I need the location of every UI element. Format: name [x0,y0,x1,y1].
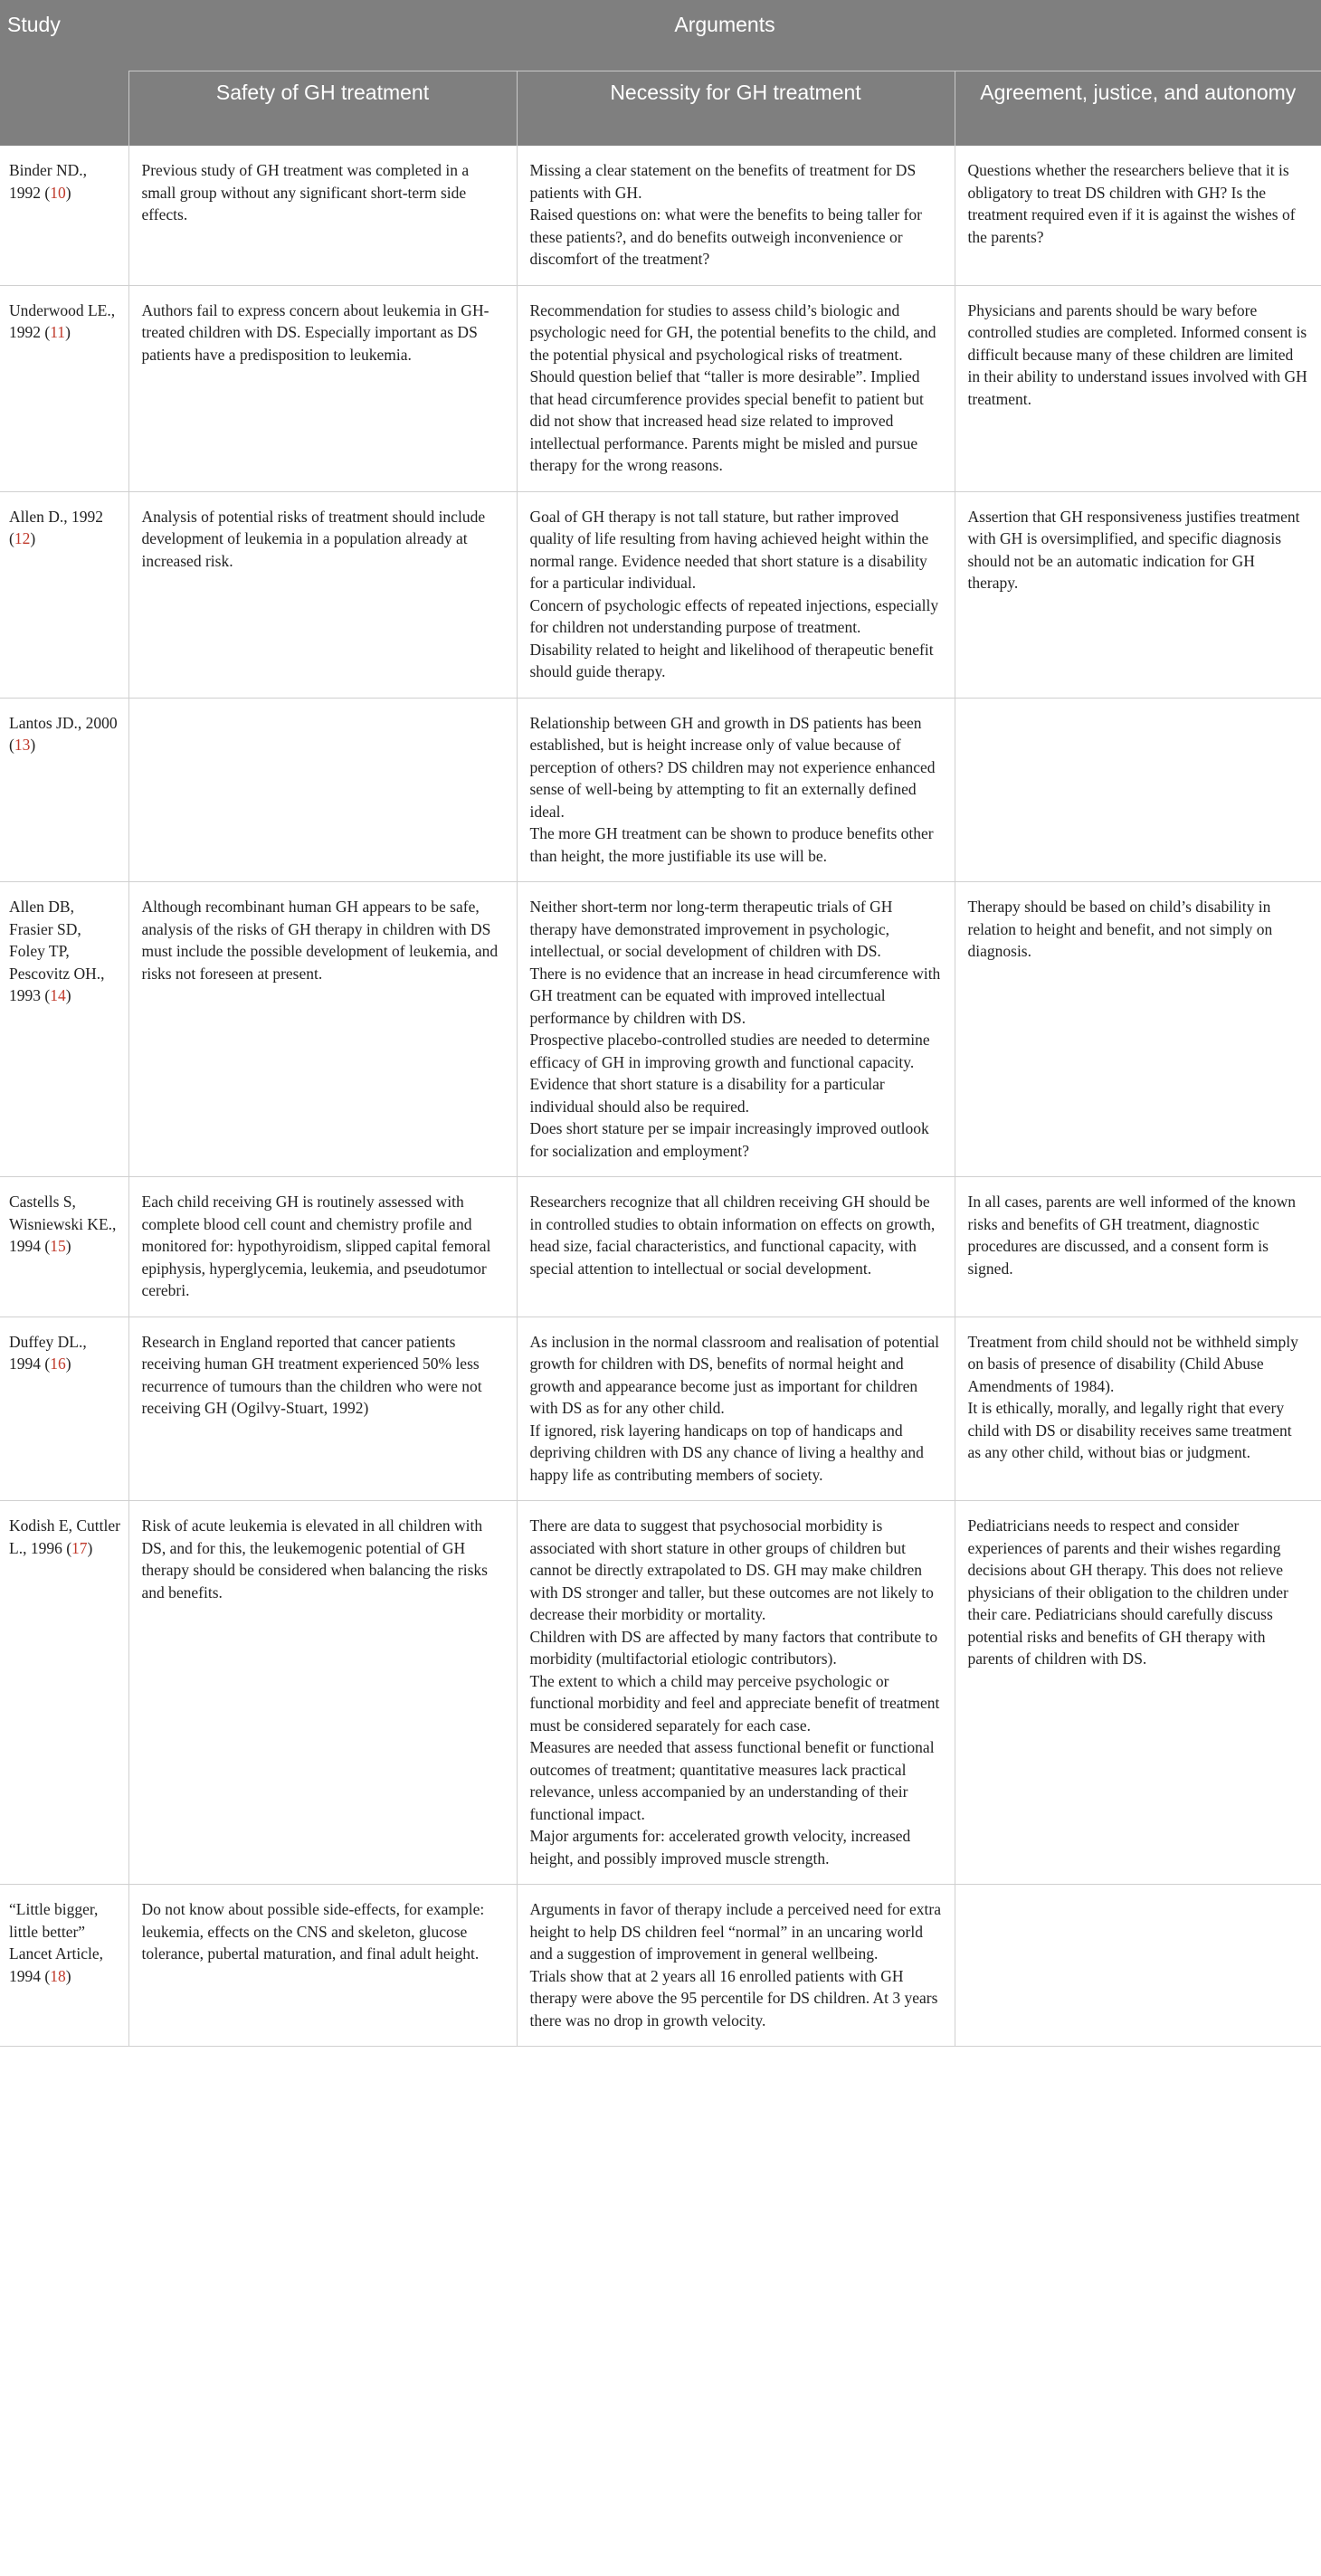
necessity-paragraph: There are data to suggest that psychosocial morbidity is associated with short stature in other groups of children but cannot be directly extrapolated to DS. GH may make children with DS stronger and taller, but these outcomes are not likely to decrease their morbidity or mortality. [529,1516,934,1623]
necessity-paragraph: The more GH treatment can be shown to produce benefits other than height, the more justifiable its use will be. [529,824,934,865]
necessity-paragraph: Arguments in favor of therapy include a perceived need for extra height to help DS children feel “normal” in an uncaring world and a suggestion of improvement in general wellbeing. [529,1900,941,1963]
necessity-paragraph: Should question belief that “taller is more desirable”. Implied that head circumference provides special benefit to patient but did not show that increased head size related to improved intellectual performance. Parents might be misled and pursue therapy for the wrong reasons. [529,367,924,474]
study-citation-tail: ) [30,736,36,754]
study-citation-tail: ) [65,986,71,1004]
study-citation-tail: ) [65,323,71,341]
study-cell [0,285,128,491]
necessity-cell [517,146,955,285]
necessity-paragraph: Missing a clear statement on the benefits of treatment for DS patients with GH. [529,161,917,202]
study-citation: Lantos JD., 2000 ( [9,713,118,754]
necessity-column-header: Necessity for GH treatment [517,71,955,147]
reference-link[interactable]: 14 [50,986,66,1004]
necessity-cell [517,882,955,1177]
study-column-header: Study [0,0,128,146]
necessity-cell [517,491,955,698]
table-row [0,1501,1321,1885]
safety-cell [128,491,517,698]
necessity-paragraph: Children with DS are affected by many factors that contribute to morbidity (multifactorial etiologic contributors). [529,1627,938,1668]
reference-link[interactable]: 15 [50,1237,66,1255]
study-citation-tail: ) [65,183,71,202]
agreement-cell [955,491,1321,698]
reference-link[interactable]: 16 [50,1355,66,1373]
study-citation-tail: ) [65,1355,71,1373]
safety-column-header: Safety of GH treatment [128,71,517,147]
safety-paragraph: Each child receiving GH is routinely assessed with complete blood cell count and chemistry profile and monitored for: hypothyroidism, slipped capital femoral epiphysis, hyperglycemia, leukemia, and pseudotumor cerebri. [141,1193,491,1299]
safety-cell [128,698,517,882]
necessity-paragraph: Relationship between GH and growth in DS patients has been established, but is height increase only of value because of perception of others? DS children may not experience enhanced sense of well-being by attempting to fit an externally defined ideal. [529,713,936,821]
table-row [0,882,1321,1177]
safety-cell [128,1885,517,2047]
necessity-paragraph: Evidence that short stature is a disability for a particular individual should also be required. [529,1075,885,1116]
agreement-column-header: Agreement, justice, and autonomy [955,71,1321,147]
arguments-column-header: Arguments [128,0,1321,71]
necessity-paragraph: As inclusion in the normal classroom and realisation of potential growth for children with DS, benefits of normal height and growth and appearance become just as important for children with DS as for any other child. [529,1332,939,1417]
study-citation: Allen DB, Frasier SD, Foley TP, Pescovitz OH., 1993 ( [9,898,105,1004]
study-citation: Kodish E, Cuttler L., 1996 ( [9,1516,120,1557]
agreement-paragraph: Questions whether the researchers believe that it is obligatory to treat DS children with GH? Is the treatment required even if it is against the wishes of the parents? [967,161,1296,246]
study-citation: Binder ND., 1992 ( [9,161,88,202]
safety-paragraph: Analysis of potential risks of treatment should include development of leukemia in a population already at increased risk. [141,507,486,570]
agreement-cell [955,146,1321,285]
study-cell [0,146,128,285]
agreement-cell [955,698,1321,882]
necessity-paragraph: The extent to which a child may perceive psychologic or functional morbidity and feel and appreciate benefit of treatment must be considered separately for each case. [529,1671,940,1735]
agreement-paragraph: Treatment from child should not be withheld simply on basis of presence of disability (Child Abuse Amendments of 1984). [967,1332,1298,1395]
agreement-paragraph: It is ethically, morally, and legally right that every child with DS or disability receives same treatment as any other child, without bias or judgment. [967,1399,1292,1461]
study-cell [0,1885,128,2047]
safety-paragraph: Risk of acute leukemia is elevated in all children with DS, and for this, the leukemogenic potential of GH therapy should be considered when balancing the risks and benefits. [141,1516,488,1602]
reference-link[interactable]: 10 [50,183,66,202]
reference-link[interactable]: 13 [14,736,31,754]
necessity-paragraph: Neither short-term nor long-term therapeutic trials of GH therapy have demonstrated improvement in psychologic, intellectual, or social development of children with DS. [529,898,893,960]
necessity-paragraph: Major arguments for: accelerated growth velocity, increased height, and possibly improved muscle strength. [529,1827,911,1868]
study-citation: Underwood LE., 1992 ( [9,300,116,341]
reference-link[interactable]: 18 [50,1966,66,1985]
safety-paragraph: Research in England reported that cancer patients receiving human GH treatment experienced 50% less recurrence of tumours than the children who were not receiving GH (Ogilvy-Stuart, 1992) [141,1332,482,1417]
necessity-cell [517,698,955,882]
necessity-paragraph: Concern of psychologic effects of repeated injections, especially for children not understanding purpose of treatment. [529,595,939,636]
safety-paragraph: Do not know about possible side-effects, for example: leukemia, effects on the CNS and skeleton, glucose tolerance, pubertal maturation, and final adult height. [141,1900,485,1963]
table-body [0,146,1321,2047]
agreement-paragraph: Therapy should be based on child’s disability in relation to height and benefit, and not simply on diagnosis. [967,898,1273,960]
necessity-paragraph: Researchers recognize that all children receiving GH should be in controlled studies to obtain information on effects on growth, head size, facial characteristics, and functional capacity, with special attention to intellectual or social development. [529,1193,936,1278]
reference-link[interactable]: 11 [50,323,66,341]
table-row [0,146,1321,285]
agreement-paragraph: Pediatricians needs to respect and consider experiences of parents and their wishes regarding decisions about GH therapy. This does not relieve physicians of their obligation to the children under their care. Pediatricians should carefully discuss potential risks and benefits of GH therapy with parents of children with DS. [967,1516,1288,1668]
safety-paragraph: Previous study of GH treatment was completed in a small group without any significant short-term side effects. [141,161,470,223]
agreement-cell [955,1885,1321,2047]
study-cell [0,491,128,698]
agreement-paragraph: Assertion that GH responsiveness justifies treatment with GH is oversimplified, and specific diagnosis should not be an automatic indication for GH therapy. [967,507,1300,592]
study-citation-tail: ) [30,529,36,547]
table-row [0,698,1321,882]
safety-cell [128,1317,517,1501]
study-cell [0,1501,128,1885]
table-row [0,285,1321,491]
agreement-cell [955,1501,1321,1885]
study-citation-tail: ) [65,1237,71,1255]
necessity-paragraph: Raised questions on: what were the benefits to being taller for these patients?, and do benefits outweigh inconvenience or discomfort of the treatment? [529,205,922,268]
necessity-paragraph: There is no evidence that an increase in head circumference with GH treatment can be equated with improved intellectual performance by children with DS. [529,964,941,1027]
safety-cell [128,285,517,491]
agreement-cell [955,1317,1321,1501]
study-citation-tail: ) [65,1966,71,1985]
necessity-cell [517,1177,955,1317]
reference-link[interactable]: 12 [14,529,31,547]
necessity-cell [517,1885,955,2047]
study-citation: Duffey DL., 1994 ( [9,1332,87,1373]
necessity-cell [517,285,955,491]
agreement-paragraph: Physicians and parents should be wary before controlled studies are completed. Informed consent is difficult because many of these children are limited in their ability to understand issues involved with GH treatment. [967,300,1307,408]
necessity-paragraph: Disability related to height and likelihood of therapeutic benefit should guide therapy. [529,640,934,680]
safety-paragraph: Although recombinant human GH appears to be safe, analysis of the risks of GH therapy in children with DS must include the possible development of leukemia, and risks not foreseen at present. [141,898,499,983]
table-header [0,0,1321,146]
necessity-paragraph: Goal of GH therapy is not tall stature, but rather improved quality of life resulting from having achieved height within the normal range. Evidence needed that short stature is a disability for a particular individual. [529,507,929,592]
necessity-paragraph: Does short stature per se impair increasingly improved outlook for socialization and employment? [529,1119,929,1160]
safety-cell [128,1501,517,1885]
study-cell [0,698,128,882]
necessity-paragraph: Trials show that at 2 years all 16 enrolled patients with GH therapy were above the 95 percentile for DS children. At 3 years there was no drop in growth velocity. [529,1966,938,2029]
table-row [0,1317,1321,1501]
study-citation: Allen D., 1992 ( [9,507,104,547]
necessity-paragraph: Measures are needed that assess functional benefit or functional outcomes of treatment; quantitative measures lack practical relevance, unless accompanied by an understanding of their functional impact. [529,1738,935,1823]
safety-cell [128,146,517,285]
study-cell [0,1317,128,1501]
safety-paragraph: Authors fail to express concern about leukemia in GH-treated children with DS. Especially important as DS patients have a predisposition to leukemia. [141,300,489,364]
necessity-paragraph: If ignored, risk layering handicaps on top of handicaps and depriving children with DS any chance of living a healthy and happy life as contributing members of society. [529,1421,924,1484]
table-row [0,1885,1321,2047]
study-citation: “Little bigger, little better” Lancet Article, 1994 ( [9,1900,103,1985]
study-citation-tail: ) [87,1538,93,1557]
agreement-paragraph: In all cases, parents are well informed of the known risks and benefits of GH treatment, diagnostic procedures are discussed, and a consent form is signed. [967,1193,1297,1278]
necessity-paragraph: Prospective placebo-controlled studies are needed to determine efficacy of GH in improving growth and functional capacity. [529,1031,930,1071]
study-citation: Castells S, Wisniewski KE., 1994 ( [9,1193,117,1255]
necessity-paragraph: Recommendation for studies to assess child’s biologic and psychologic need for GH, the potential benefits to the child, and the potential physical and psychological risks of treatment. [529,300,936,364]
agreement-cell [955,285,1321,491]
safety-cell [128,1177,517,1317]
safety-cell [128,882,517,1177]
table-row [0,1177,1321,1317]
study-cell [0,1177,128,1317]
necessity-cell [517,1501,955,1885]
study-cell [0,882,128,1177]
table-row [0,491,1321,698]
agreement-cell [955,882,1321,1177]
necessity-cell [517,1317,955,1501]
agreement-cell [955,1177,1321,1317]
reference-link[interactable]: 17 [71,1538,88,1557]
